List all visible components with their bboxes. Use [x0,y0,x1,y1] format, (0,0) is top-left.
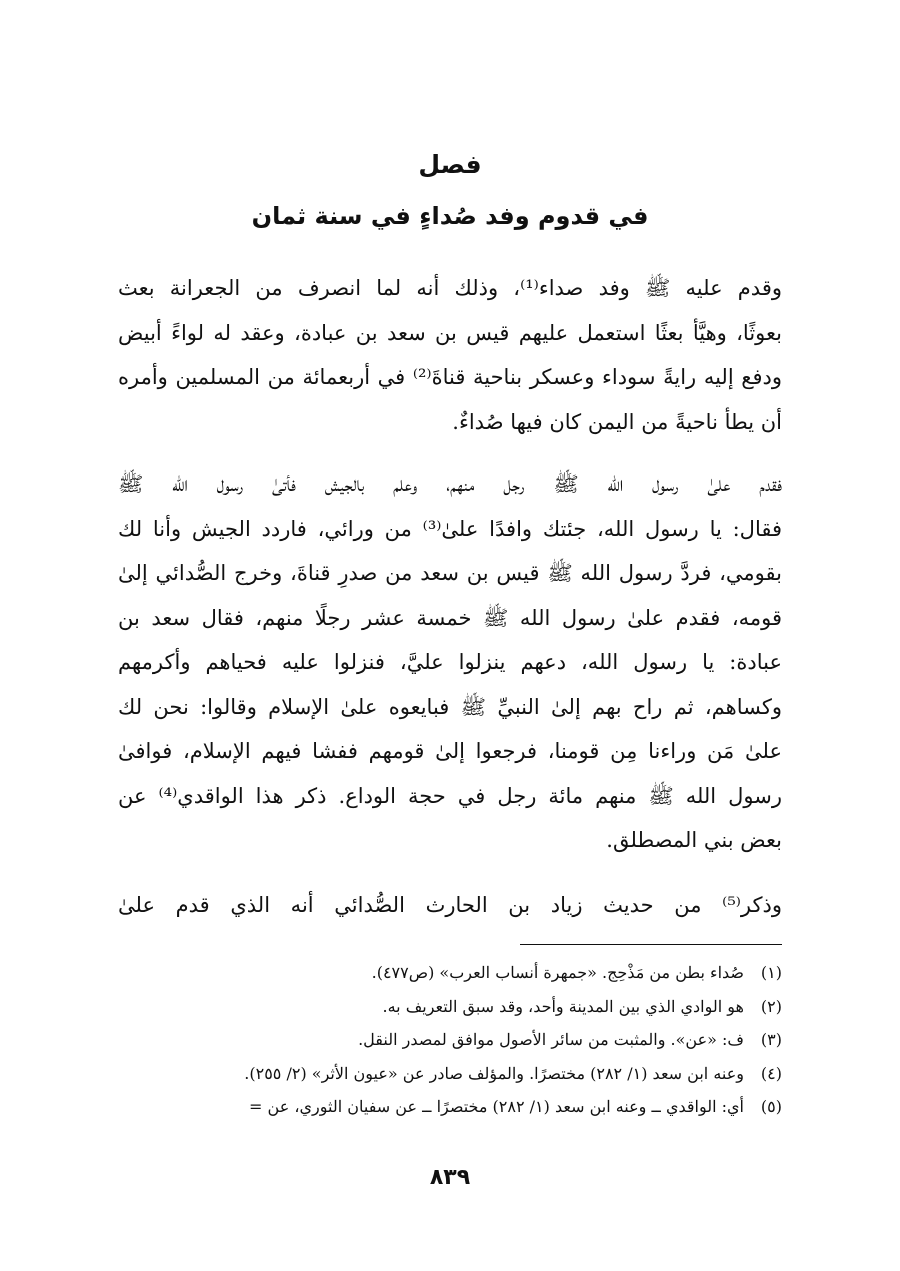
footnote [118,990,782,1024]
footnote-number: (١) [760,963,782,982]
footnote [118,1023,782,1057]
footnote-number: (٢) [760,996,782,1016]
text-line: فقدم علىٰ رسول الله ﷺ رجل منهم، وعلم بالجيش فأتىٰ رسول الله ﷺ [118,472,782,496]
paragraph-3 [118,883,782,928]
footnote-text: وعنه ابن سعد (١/ ٢٨٢) مختصرًا. والمؤلف صادر عن «عيون الأثر» (٢/ ٢٥٥). [244,1063,744,1083]
footnote-text: أي: الواقدي ــ وعنه ابن سعد (١/ ٢٨٢) مختصرًا ــ عن سفيان الثوري، عن = [249,1097,744,1116]
footnote-text: صُداء بطن من مَذْحِج. «جمهرة أنساب العرب» (ص٤٧٧). [371,963,744,982]
page-number: ٨٣٩ [429,1165,471,1190]
text-line: وكساهم، ثم راح بهم إلىٰ النبيِّ ﷺ فبايعوه علىٰ الإسلام وقالوا: نحن لك [118,694,782,719]
footnote-separator [520,944,782,945]
text-line: بعوثًا، وهيَّأ بعثًا استعمل عليهم قيس بن سعد بن عبادة، وعقد له لواءً أبيض [118,320,782,345]
text-line: عبادة: يا رسول الله، دعهم ينزلوا عليَّ، فنزلوا عليه فحياهم وأكرمهم [118,650,782,674]
text-line: وقدم عليه ﷺ وفد صداء⁽¹⁾، وذلك أنه لما انصرف من الجعرانة بعث [118,276,782,300]
text-line: رسول الله ﷺ منهم مائة رجل في حجة الوداع. ذكر هذا الواقدي⁽⁴⁾ عن [118,783,782,808]
text-line: بعض بني المصطلق. [606,828,782,852]
text-line: بقومي، فردَّ رسول الله ﷺ قيس بن سعد من صدرِ قناةَ، وخرج الصُّدائي إلىٰ [118,561,782,585]
text-line: فقال: يا رسول الله، جئتك وافدًا علىٰ⁽³⁾ من ورائي، فاردد الجيش وأنا لك [118,516,783,541]
footnote [118,1057,782,1091]
footnotes [118,956,782,1124]
text-line: أن يطأ ناحيةً من اليمن كان فيها صُداءٌ. [452,409,782,434]
footnote-text: ف: «عن». والمثبت من سائر الأصول موافق لمصدر النقل. [358,1030,744,1049]
footnote-number: (٤) [760,1063,782,1083]
text-line: قومه، فقدم علىٰ رسول الله ﷺ خمسة عشر رجلًا منهم، فقال سعد بن [118,605,782,630]
text-line: وذكر⁽⁵⁾ من حديث زياد بن الحارث الصُّدائي أنه الذي قدم علىٰ [118,893,782,917]
footnote-number: (٥) [760,1097,782,1116]
footnote-text: هو الوادي الذي بين المدينة وأحد، وقد سبق التعريف به. [382,996,744,1016]
text-line: علىٰ مَن وراءنا مِن قومنا، فرجعوا إلىٰ قومهم ففشا فيهم الإسلام، فوافىٰ [118,739,782,763]
section-title: في قدوم وفد صُداءٍ في سنة ثمان [251,202,649,230]
paragraph-1 [118,266,782,444]
chapter-heading: فصل [418,150,482,179]
text-line: ودفع إليه رايةً سوداء وعسكر بناحية قناةَ⁽²⁾ في أربعمائة من المسلمين وأمره [118,365,782,389]
footnote [118,956,782,990]
footnote [118,1090,782,1124]
footnote-number: (٣) [760,1030,782,1049]
paragraph-2 [118,462,782,863]
